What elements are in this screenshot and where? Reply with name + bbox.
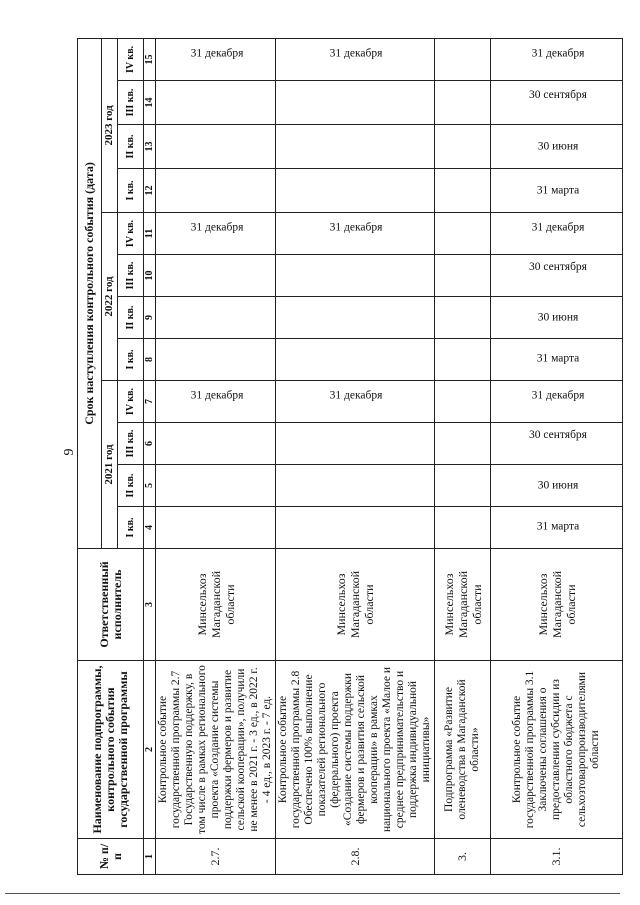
header-quarter: IV кв. xyxy=(118,213,144,255)
column-number: 8 xyxy=(144,339,156,381)
deadline-cell xyxy=(276,507,435,549)
table-row xyxy=(491,38,623,874)
deadline-cell xyxy=(435,38,491,80)
header-quarter: III кв. xyxy=(118,423,144,465)
table-row xyxy=(276,38,435,874)
deadline-date: 30 сентября xyxy=(528,261,587,274)
deadline-cell xyxy=(276,38,435,80)
deadline-cell xyxy=(435,423,491,465)
deadline-date: 30 июня xyxy=(537,311,578,324)
deadline-cell xyxy=(276,255,435,297)
header-year: 2023 год xyxy=(102,38,118,212)
column-number: 5 xyxy=(144,465,156,507)
deadline-cell xyxy=(491,81,623,125)
deadline-cell xyxy=(435,81,491,125)
column-number: 1 xyxy=(144,839,156,875)
deadline-cell xyxy=(276,213,435,255)
deadline-cell xyxy=(156,507,276,549)
table-row xyxy=(156,38,276,874)
deadline-cell xyxy=(276,339,435,381)
deadline-date: 31 декабря xyxy=(190,221,243,234)
column-number: 7 xyxy=(144,381,156,423)
executor: Минсельхоз Магаданской области xyxy=(156,549,276,661)
deadline-cell xyxy=(156,465,276,507)
deadline-cell xyxy=(276,381,435,423)
deadline-cell xyxy=(491,125,623,169)
column-number: 15 xyxy=(144,38,156,80)
deadline-date: 31 декабря xyxy=(329,47,383,60)
header-num: № п/п xyxy=(78,839,144,875)
deadline-cell xyxy=(156,169,276,213)
deadline-cell xyxy=(156,125,276,169)
column-number: 9 xyxy=(144,297,156,339)
deadline-date: 30 июня xyxy=(537,140,578,153)
column-number: 13 xyxy=(144,125,156,169)
header-quarter: I кв. xyxy=(118,169,144,213)
table-row xyxy=(435,38,491,874)
event-name: Контрольное событие государственной программы 2.7 Государственную поддержку, в том числе в рамках регионального проекта «Создание системы поддержки фермеров и развитие сельской кооперации», получили не менее в 2021 г. - 3 ед., в 2022 г. - 4 ед., в 2023 г. - 7 ед. xyxy=(156,661,276,839)
control-events-table xyxy=(77,38,623,875)
deadline-cell xyxy=(156,81,276,125)
deadline-cell xyxy=(276,423,435,465)
header-year: 2022 год xyxy=(102,213,118,381)
column-number: 14 xyxy=(144,81,156,125)
deadline-cell xyxy=(435,465,491,507)
deadline-date: 31 декабря xyxy=(190,389,243,402)
deadline-cell xyxy=(156,255,276,297)
deadline-cell xyxy=(156,297,276,339)
column-number: 4 xyxy=(144,507,156,549)
deadline-cell xyxy=(435,169,491,213)
header-executor: Ответственный исполнитель xyxy=(78,549,144,661)
deadline-date: 31 марта xyxy=(536,520,579,533)
header-period: Срок наступления контрольного события (дата) xyxy=(78,38,102,548)
deadline-cell xyxy=(491,169,623,213)
column-number: 10 xyxy=(144,255,156,297)
header-quarter: II кв. xyxy=(118,465,144,507)
deadline-cell xyxy=(156,381,276,423)
deadline-date: 30 июня xyxy=(537,479,578,492)
header-name: Наименование подпрограммы, контрольного события государственной программы xyxy=(78,661,144,839)
column-number: 12 xyxy=(144,169,156,213)
deadline-cell xyxy=(276,297,435,339)
deadline-date: 31 декабря xyxy=(531,47,584,60)
header-quarter: III кв. xyxy=(118,255,144,297)
deadline-cell xyxy=(491,507,623,549)
row-number: 3.1. xyxy=(491,839,623,875)
deadline-date: 31 декабря xyxy=(329,221,383,234)
deadline-cell xyxy=(276,125,435,169)
header-quarter: II кв. xyxy=(118,125,144,169)
deadline-cell xyxy=(435,213,491,255)
executor: Минсельхоз Магаданской области xyxy=(276,549,435,661)
deadline-date: 31 декабря xyxy=(190,47,243,60)
deadline-date: 30 сентября xyxy=(528,429,587,442)
deadline-date: 31 декабря xyxy=(531,221,584,234)
header-quarter: IV кв. xyxy=(118,381,144,423)
deadline-cell xyxy=(276,81,435,125)
page-number: 9 xyxy=(62,448,77,456)
executor: Минсельхоз Магаданской области xyxy=(435,549,491,661)
deadline-cell xyxy=(276,169,435,213)
deadline-cell xyxy=(156,339,276,381)
deadline-cell xyxy=(491,38,623,80)
deadline-date: 31 декабря xyxy=(531,389,584,402)
deadline-cell xyxy=(435,125,491,169)
column-number: 2 xyxy=(144,661,156,839)
row-number: 2.7. xyxy=(156,839,276,875)
deadline-cell xyxy=(491,297,623,339)
event-name: Контрольное событие государственной программы 3.1 Заключены соглашения о предоставлении субсидии из областного бюджета с сельхозтоваропроизводителями области xyxy=(491,661,623,839)
header-quarter: III кв. xyxy=(118,81,144,125)
executor: Минсельхоз Магаданской области xyxy=(491,549,623,661)
deadline-date: 31 декабря xyxy=(329,389,383,402)
column-number: 11 xyxy=(144,213,156,255)
column-number-row xyxy=(144,38,156,874)
deadline-cell xyxy=(156,213,276,255)
deadline-cell xyxy=(435,297,491,339)
header-quarter: IV кв. xyxy=(118,38,144,80)
deadline-date: 30 сентября xyxy=(528,89,587,102)
table-body xyxy=(156,38,623,874)
column-number: 6 xyxy=(144,423,156,465)
row-number: 3. xyxy=(435,839,491,875)
deadline-date: 31 марта xyxy=(536,184,579,197)
deadline-date: 31 марта xyxy=(536,352,579,365)
header-quarter: I кв. xyxy=(118,507,144,549)
deadline-cell xyxy=(491,213,623,255)
deadline-cell xyxy=(491,339,623,381)
event-name: Подпрограмма «Развитие оленеводства в Магаданской области» xyxy=(435,661,491,839)
deadline-cell xyxy=(156,38,276,80)
scan-edge-line xyxy=(5,893,620,894)
deadline-cell xyxy=(435,381,491,423)
rotated-table-container xyxy=(77,39,601,875)
deadline-cell xyxy=(435,507,491,549)
deadline-cell xyxy=(491,465,623,507)
deadline-cell xyxy=(491,255,623,297)
deadline-cell xyxy=(435,339,491,381)
deadline-cell xyxy=(435,255,491,297)
header-year: 2021 год xyxy=(102,381,118,549)
deadline-cell xyxy=(276,465,435,507)
deadline-cell xyxy=(491,381,623,423)
header-quarter: I кв. xyxy=(118,339,144,381)
row-number: 2.8. xyxy=(276,839,435,875)
event-name: Контрольное событие государственной программы 2.8 Обеспечено 100% выполнение показателей регионального (федерального) проекта «Создание системы поддержки фермеров и развития сельской кооперации» в рамках национального проекта «Малое и среднее предпринимательство и поддержка индивидуальной инициативы» xyxy=(276,661,435,839)
header-quarter: II кв. xyxy=(118,297,144,339)
deadline-cell xyxy=(491,423,623,465)
deadline-cell xyxy=(156,423,276,465)
column-number: 3 xyxy=(144,549,156,661)
